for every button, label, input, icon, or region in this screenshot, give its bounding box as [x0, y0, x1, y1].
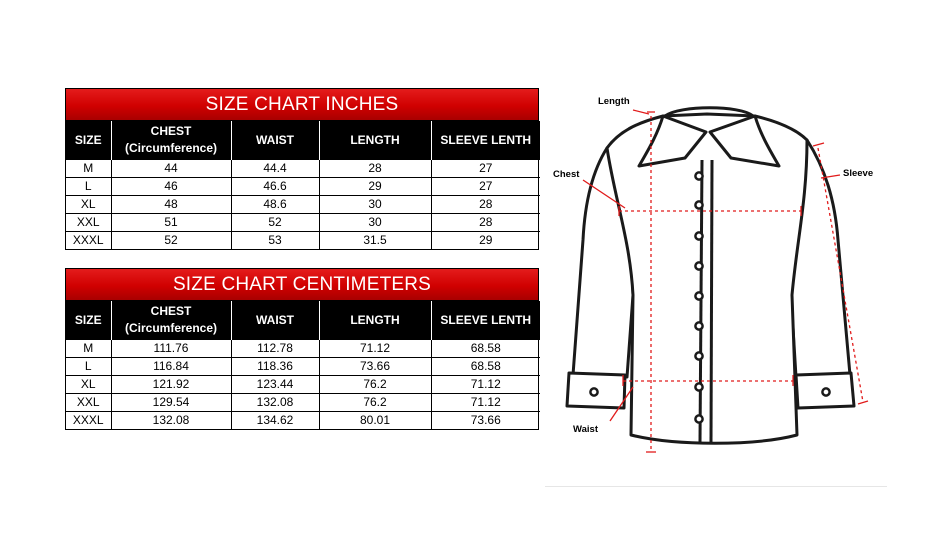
header-chest-label: CHEST [150, 124, 192, 138]
table-body [66, 160, 540, 250]
cell-waist: 118.36 [231, 358, 319, 376]
cell-chest: 51 [111, 214, 231, 232]
divider-line [545, 486, 887, 487]
header-chest [111, 121, 231, 160]
header-size: SIZE [66, 301, 111, 340]
table-row [66, 160, 540, 178]
cell-chest: 121.92 [111, 376, 231, 394]
table-row [66, 214, 540, 232]
cell-length: 29 [319, 178, 431, 196]
table-row [66, 394, 540, 412]
header-sleeve-length: SLEEVE LENTH [431, 301, 540, 340]
cell-length: 28 [319, 160, 431, 178]
cell-length: 30 [319, 196, 431, 214]
header-length: LENGTH [319, 121, 431, 160]
size-table-inches [66, 121, 540, 249]
header-chest-sub: (Circumference) [124, 321, 218, 335]
cell-sleeve-length: 73.66 [431, 412, 540, 430]
cell-size: XL [66, 376, 111, 394]
cell-chest: 132.08 [111, 412, 231, 430]
cell-sleeve-length: 68.58 [431, 340, 540, 358]
cell-size: XXXL [66, 412, 111, 430]
cell-length: 71.12 [319, 340, 431, 358]
shirt-measurement-diagram [545, 90, 890, 465]
cell-chest: 111.76 [111, 340, 231, 358]
cell-sleeve-length: 28 [431, 196, 540, 214]
label-waist: Waist [573, 424, 598, 435]
table-row [66, 232, 540, 250]
cell-sleeve-length: 71.12 [431, 394, 540, 412]
table-row [66, 376, 540, 394]
cell-size: XXL [66, 214, 111, 232]
header-length: LENGTH [319, 301, 431, 340]
header-sleeve-length: SLEEVE LENTH [431, 121, 540, 160]
cell-waist: 46.6 [231, 178, 319, 196]
cell-length: 76.2 [319, 394, 431, 412]
cell-waist: 123.44 [231, 376, 319, 394]
header-waist: WAIST [231, 121, 319, 160]
cell-sleeve-length: 29 [431, 232, 540, 250]
cell-size: M [66, 160, 111, 178]
header-size: SIZE [66, 121, 111, 160]
cell-waist: 112.78 [231, 340, 319, 358]
size-chart-centimeters [65, 268, 539, 430]
table-body [66, 340, 540, 430]
label-length: Length [598, 96, 630, 107]
cell-length: 76.2 [319, 376, 431, 394]
header-waist: WAIST [231, 301, 319, 340]
header-chest-label: CHEST [150, 304, 192, 318]
cell-length: 30 [319, 214, 431, 232]
cell-waist: 48.6 [231, 196, 319, 214]
cell-size: XXXL [66, 232, 111, 250]
placket-line [711, 160, 712, 442]
cell-waist: 44.4 [231, 160, 319, 178]
cell-sleeve-length: 68.58 [431, 358, 540, 376]
cell-chest: 48 [111, 196, 231, 214]
chart-title: SIZE CHART INCHES [66, 89, 538, 121]
cell-size: L [66, 178, 111, 196]
chart-title: SIZE CHART CENTIMETERS [66, 269, 538, 301]
cell-size: XL [66, 196, 111, 214]
cell-chest: 52 [111, 232, 231, 250]
cell-length: 80.01 [319, 412, 431, 430]
size-table-centimeters [66, 301, 540, 429]
label-chest: Chest [553, 169, 580, 180]
cell-length: 73.66 [319, 358, 431, 376]
table-row [66, 412, 540, 430]
cell-length: 31.5 [319, 232, 431, 250]
table-row [66, 340, 540, 358]
cell-waist: 134.62 [231, 412, 319, 430]
header-chest-sub: (Circumference) [124, 141, 218, 155]
label-sleeve: Sleeve [843, 168, 874, 179]
cell-chest: 44 [111, 160, 231, 178]
table-row [66, 178, 540, 196]
table-header-row [66, 301, 540, 340]
cell-chest: 129.54 [111, 394, 231, 412]
cell-sleeve-length: 71.12 [431, 376, 540, 394]
cell-waist: 53 [231, 232, 319, 250]
cell-sleeve-length: 27 [431, 178, 540, 196]
cell-size: M [66, 340, 111, 358]
cell-waist: 132.08 [231, 394, 319, 412]
cell-sleeve-length: 28 [431, 214, 540, 232]
cell-waist: 52 [231, 214, 319, 232]
cell-size: XXL [66, 394, 111, 412]
cell-chest: 46 [111, 178, 231, 196]
size-chart-inches [65, 88, 539, 250]
table-header-row [66, 121, 540, 160]
table-row [66, 196, 540, 214]
cell-size: L [66, 358, 111, 376]
cell-chest: 116.84 [111, 358, 231, 376]
table-row [66, 358, 540, 376]
header-chest [111, 301, 231, 340]
cell-sleeve-length: 27 [431, 160, 540, 178]
